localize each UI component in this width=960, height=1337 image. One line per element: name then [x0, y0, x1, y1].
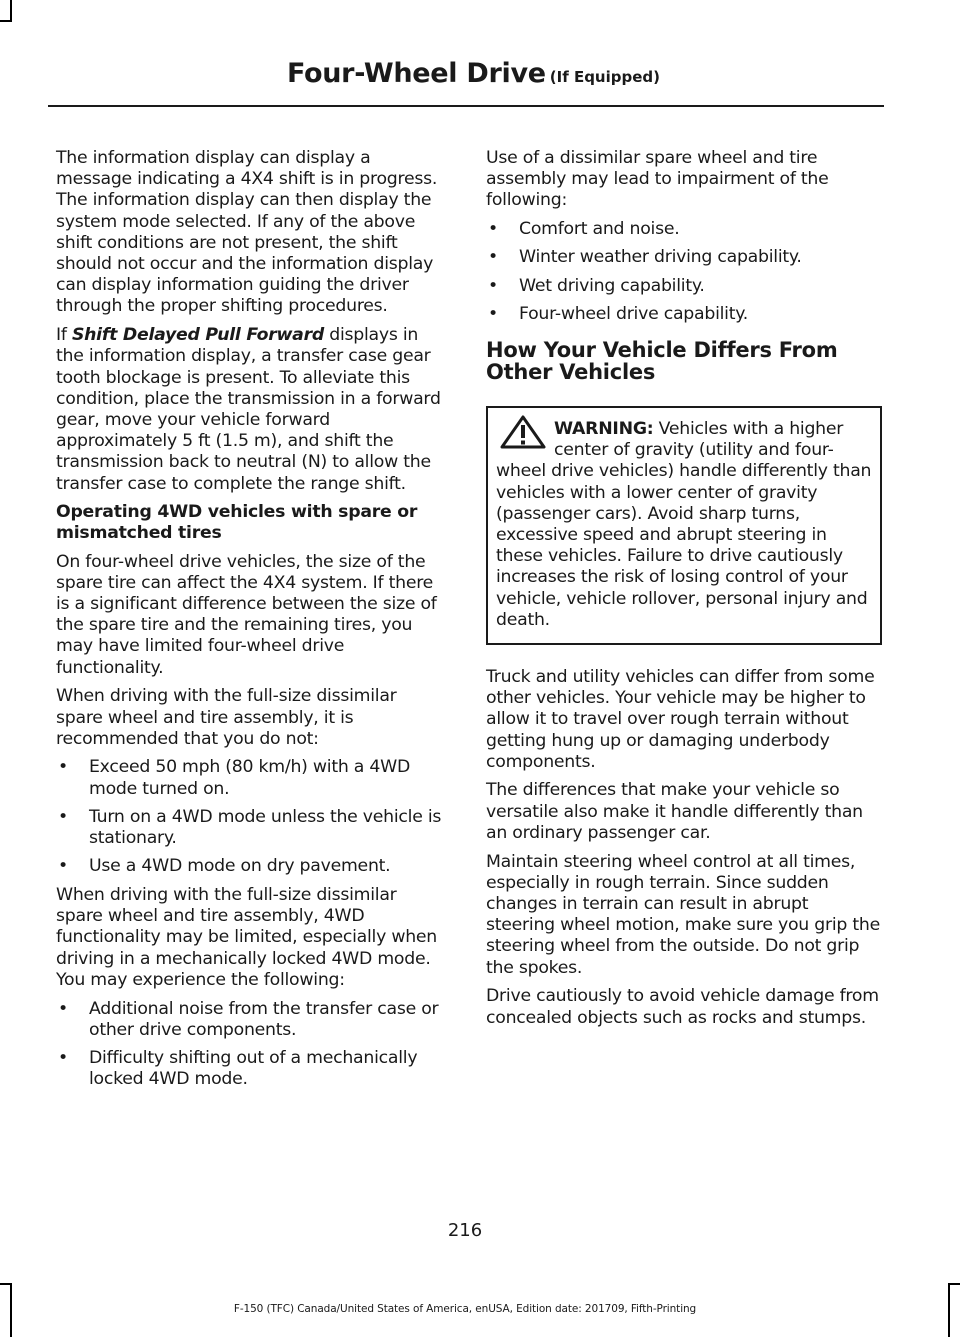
- paragraph: The information display can display a message indicating a 4X4 shift is in progress. The information display can then display the system mode selected. If any of the above shift conditions are not present, the shift should not occur and the information display can display information guiding the driver through the proper shifting procedures.: [56, 148, 438, 317]
- warning-triangle-icon: [500, 415, 546, 449]
- crop-mark-bottom-left-horizontal: [0, 1283, 12, 1285]
- paragraph: Use of a dissimilar spare wheel and tire assembly may lead to impairment of the following:: [486, 148, 829, 211]
- list-item: • Four-wheel drive capability.: [486, 304, 880, 325]
- page-number: 216: [447, 1220, 483, 1241]
- list-item: • Winter weather driving capability.: [486, 247, 880, 268]
- crop-mark-bottom-right-horizontal: [948, 1283, 960, 1285]
- paragraph: Truck and utility vehicles can differ from some other vehicles. Your vehicle may be higher to allow it to travel over rough terrain without getting hung up or damaging underbody components.: [486, 666, 875, 772]
- bullet-list: [486, 219, 880, 325]
- list-item: • Difficulty shifting out of a mechanically locked 4WD mode.: [56, 1048, 448, 1090]
- list-item: • Wet driving capability.: [486, 276, 880, 297]
- paragraph: Maintain steering wheel control at all times, especially in rough terrain. Since sudden changes in terrain can result in abrupt steering wheel motion, make sure you grip the steering wheel from the outside. Do not grip the spokes.: [486, 851, 880, 978]
- footer-edition-text: F-150 (TFC) Canada/United States of America, enUSA, Edition date: 201709, Fifth-Printing: [233, 1303, 697, 1315]
- left-column: [56, 148, 448, 1098]
- paragraph: On four-wheel drive vehicles, the size of the spare tire can affect the 4X4 system. If there is a significant difference between the size of the spare tire and the remaining tires, you may have limited four-wheel drive functionality.: [56, 551, 437, 678]
- paragraph: Drive cautiously to avoid vehicle damage from concealed objects such as rocks and stumps.: [486, 986, 879, 1028]
- paragraph-prefix: If: [56, 325, 67, 346]
- crop-mark-top-left-vertical: [10, 0, 12, 22]
- paragraph-rest: displays in the information display, a transfer case gear tooth blockage is present. To alleviate this condition, place the transmission in a forward gear, move your vehicle forward approximately 5 ft (1.5 m), and shift the transmission back to neutral (N) to allow the transfer case to complete the range shift.: [56, 325, 441, 494]
- section-heading: Operating 4WD vehicles with spare or mismatched tires: [56, 502, 418, 544]
- paragraph: The differences that make your vehicle so versatile also make it handle differently than an ordinary passenger car.: [486, 780, 863, 843]
- paragraph: When driving with the full-size dissimilar spare wheel and tire assembly, it is recommended that you do not:: [56, 686, 397, 749]
- list-item: • Turn on a 4WD mode unless the vehicle is stationary.: [56, 807, 448, 849]
- header-rule: [48, 105, 884, 107]
- bullet-list: [56, 757, 448, 877]
- list-item: • Use a 4WD mode on dry pavement.: [56, 856, 448, 877]
- list-item: • Additional noise from the transfer case or other drive components.: [56, 999, 448, 1041]
- section-heading: How Your Vehicle Differs From Other Vehicles: [486, 337, 838, 384]
- crop-mark-top-left-horizontal: [0, 20, 12, 22]
- list-item: • Comfort and noise.: [486, 219, 880, 240]
- message-emphasis: Shift Delayed Pull Forward: [71, 325, 324, 346]
- paragraph: When driving with the full-size dissimilar spare wheel and tire assembly, 4WD functionality may be limited, especially when driving in a mechanically locked 4WD mode. You may experience the following:: [56, 885, 437, 990]
- page-title-suffix: (If Equipped): [549, 68, 660, 86]
- list-item: • Exceed 50 mph (80 km/h) with a 4WD mode turned on.: [56, 757, 448, 799]
- warning-box: [486, 406, 882, 645]
- crop-mark-bottom-right-vertical: [948, 1283, 950, 1337]
- page-title: [287, 58, 660, 89]
- bullet-list: [56, 999, 448, 1091]
- right-column: [486, 148, 880, 1036]
- page-title-main: Four-Wheel Drive: [286, 58, 546, 89]
- warning-label: WARNING:: [554, 418, 654, 439]
- warning-text: Vehicles with a higher center of gravity (utility and four-wheel drive vehicles) handle differently than vehicles with a lower center of gravity (passenger cars). Avoid sharp turns, excessive speed and abrupt steering in these vehicles. Failure to drive cautiously increases the risk of losing control of your vehicle, vehicle rollover, personal injury and death.: [496, 418, 872, 630]
- paragraph-shift-delayed: [56, 325, 448, 495]
